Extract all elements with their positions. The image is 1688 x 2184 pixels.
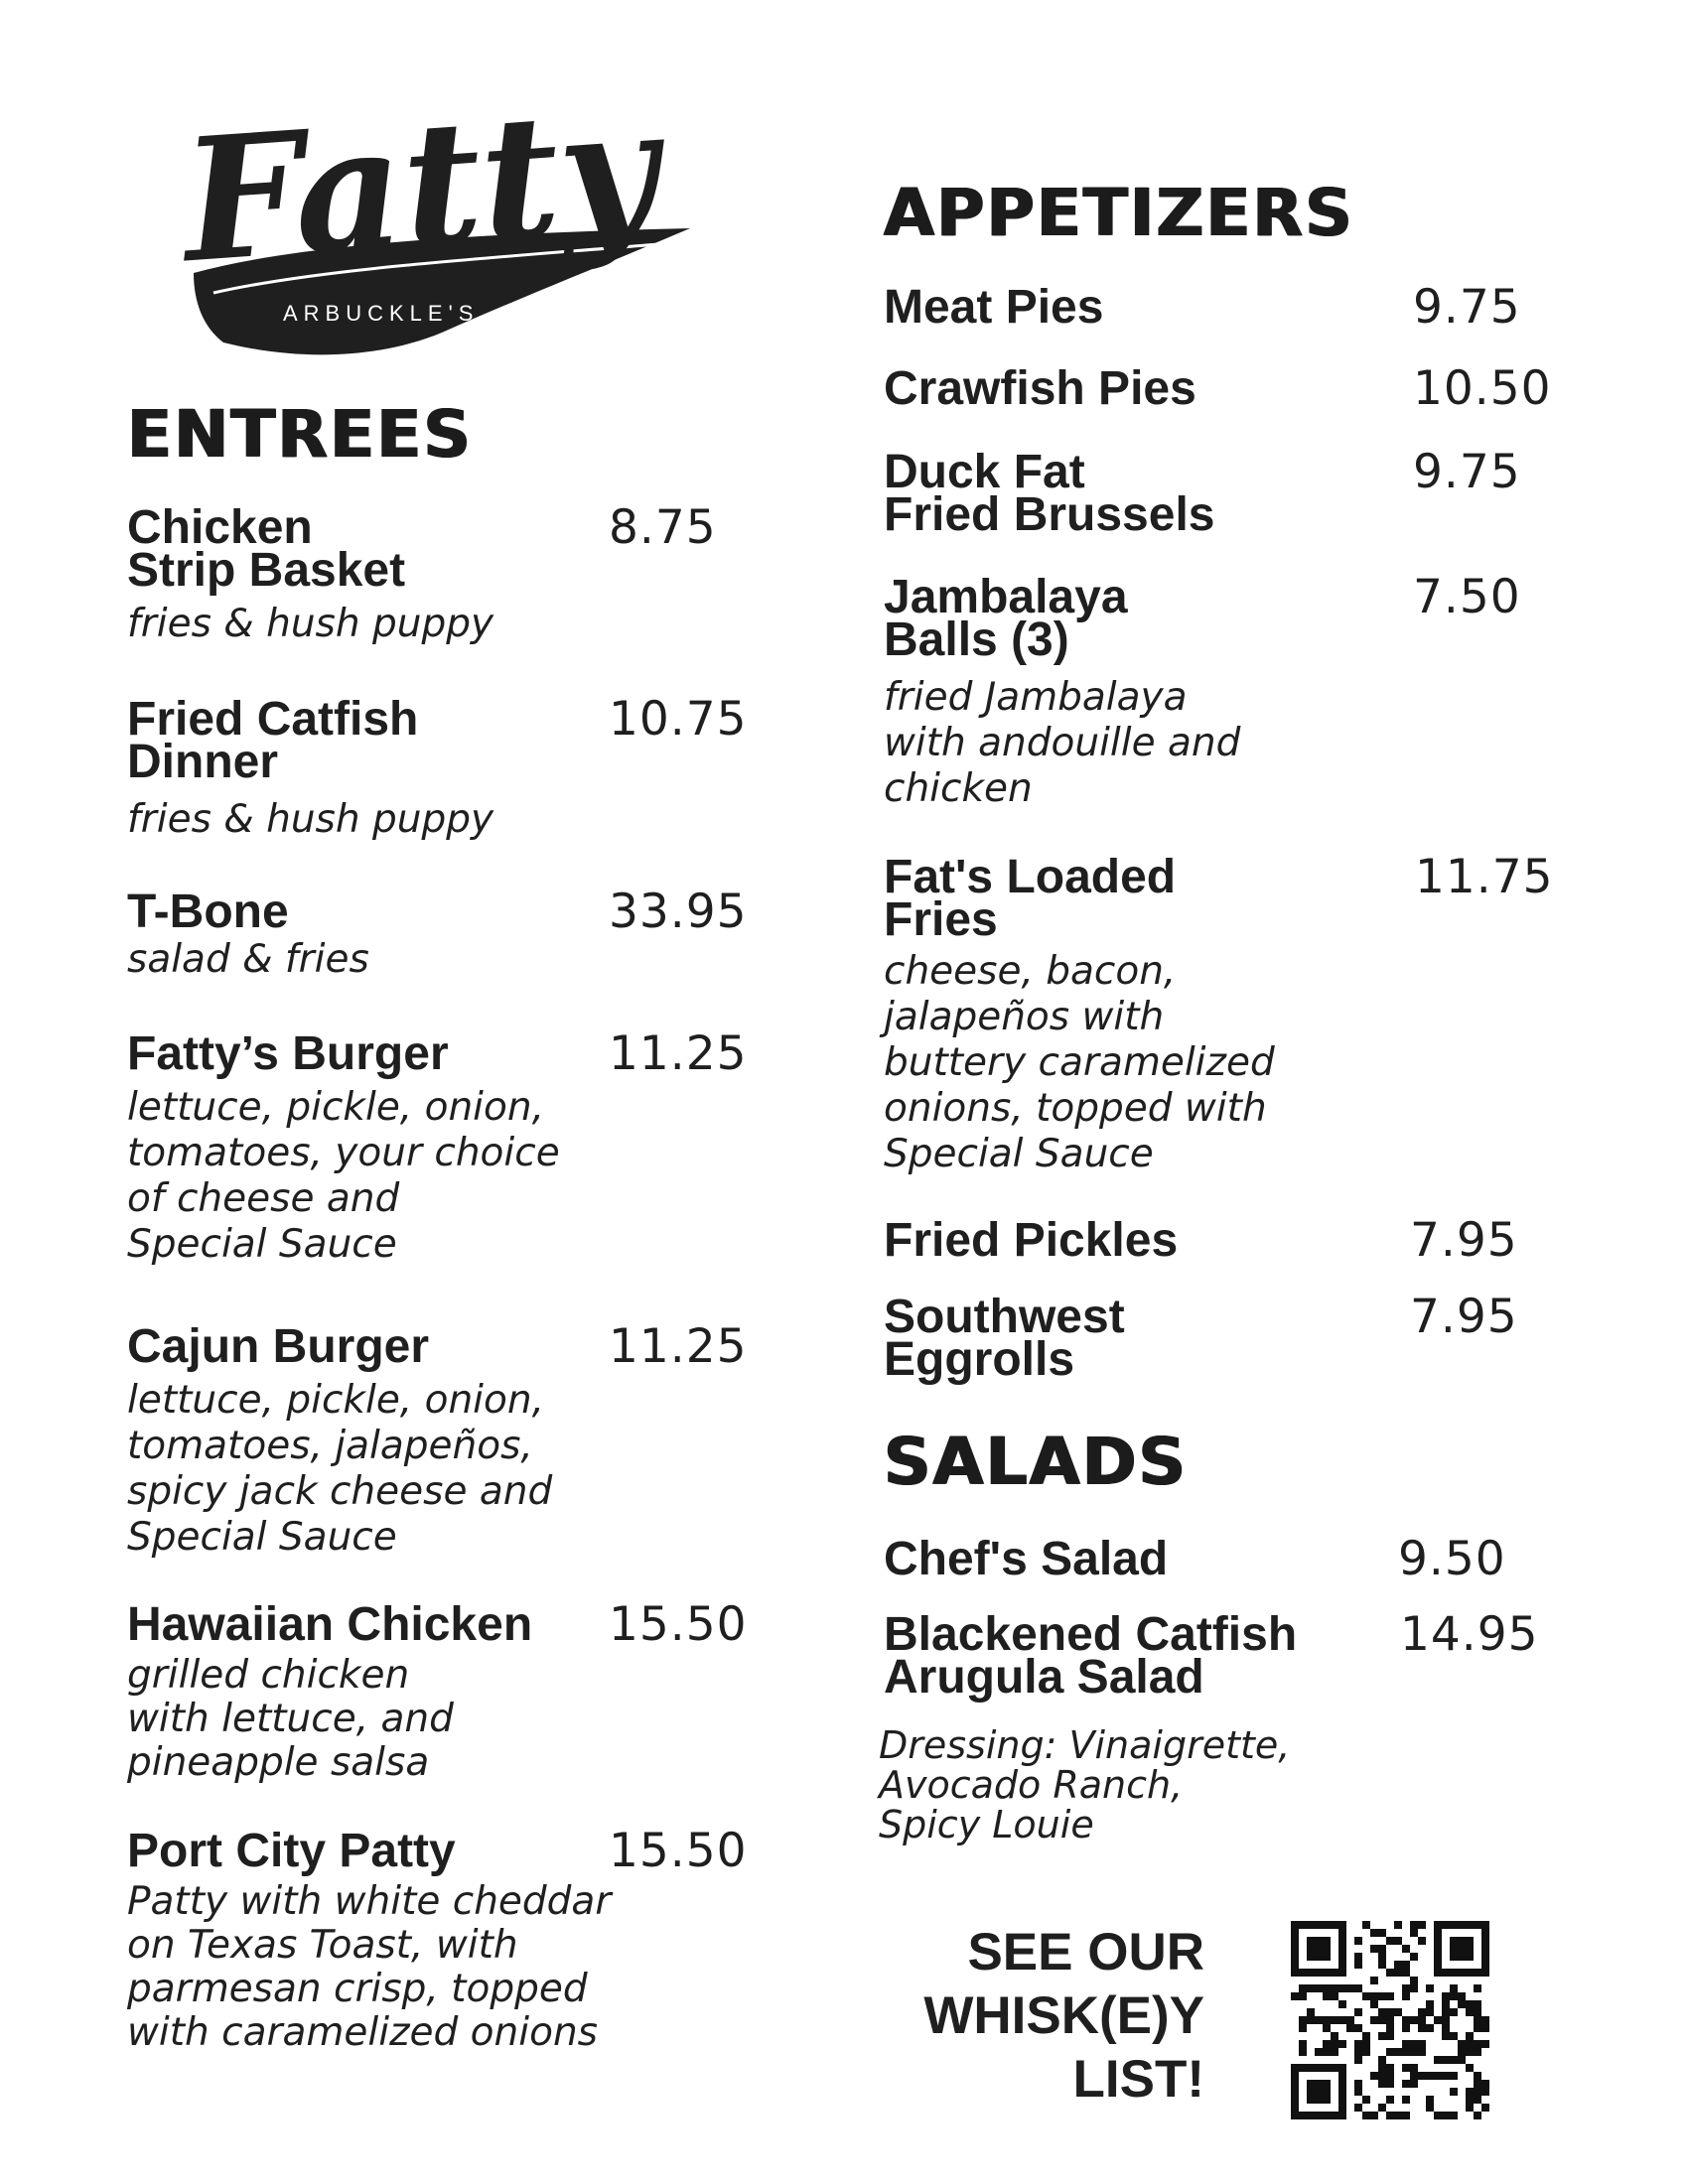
item-name: Jambalaya Balls (3) — [884, 571, 1128, 666]
item-description: fries & hush puppy — [127, 797, 494, 842]
logo-script: Fatty — [177, 69, 664, 302]
item-price: 9.50 — [1398, 1532, 1506, 1586]
item-price: 11.75 — [1415, 850, 1554, 904]
menu-item — [884, 1607, 1599, 1704]
item-price: 7.50 — [1413, 570, 1521, 624]
item-description: lettuce, pickle, onion, tomatoes, your choice of cheese and Special Sauce — [127, 1085, 560, 1267]
salad-dressing-options: Dressing: Vinaigrette, Avocado Ranch, Spicy Louie — [879, 1723, 1291, 1846]
item-name: Fried Catfish Dinner — [127, 693, 419, 788]
menu-item — [127, 885, 748, 983]
item-price: 11.25 — [609, 1026, 748, 1081]
item-name: Duck Fat Fried Brussels — [884, 446, 1215, 541]
item-name: Hawaiian Chicken — [127, 1598, 533, 1651]
item-name: Fat's Loaded Fries — [884, 851, 1177, 946]
menu-item — [884, 1290, 1599, 1386]
menu-item — [127, 1597, 748, 1785]
item-price: 7.95 — [1410, 1290, 1518, 1344]
item-name: Fried Pickles — [884, 1214, 1179, 1267]
menu-item — [127, 1026, 748, 1268]
qr-code[interactable] — [1291, 1921, 1489, 2119]
menu-item — [127, 692, 748, 843]
item-description: lettuce, pickle, onion, tomatoes, jalapeños, spicy jack cheese and Special Sauce — [127, 1378, 553, 1560]
item-name: Crawfish Pies — [884, 362, 1196, 415]
menu-item — [127, 500, 743, 647]
item-name: Southwest Eggrolls — [884, 1291, 1125, 1386]
item-name: Chef's Salad — [884, 1533, 1169, 1585]
item-price: 10.75 — [609, 692, 748, 747]
item-name: Fatty’s Burger — [127, 1027, 449, 1080]
item-price: 8.75 — [609, 500, 717, 555]
qr-code-image[interactable] — [1291, 1921, 1489, 2119]
item-price: 9.75 — [1413, 280, 1521, 335]
menu-item — [884, 361, 1599, 416]
whiskey-list-callout: SEE OUR WHISK(E)Y LIST! — [923, 1923, 1204, 2109]
logo-subtext: ARBUCKLE'S — [283, 301, 480, 326]
item-price: 33.95 — [609, 885, 748, 939]
item-price: 14.95 — [1400, 1607, 1539, 1662]
logo — [154, 45, 710, 362]
entrees-title: ENTREES — [127, 396, 473, 473]
item-price: 11.25 — [609, 1319, 748, 1374]
item-name: Chicken Strip Basket — [127, 501, 406, 597]
item-description: fried Jambalaya with andouille and chicken — [884, 675, 1241, 811]
item-name: Blackened Catfish Arugula Salad — [884, 1608, 1298, 1704]
menu-item — [884, 570, 1599, 812]
item-description: salad & fries — [127, 937, 369, 982]
item-description: Patty with white cheddar on Texas Toast, with parmesan crisp, topped with caramelized onions — [127, 1879, 612, 2055]
item-name: Meat Pies — [884, 281, 1104, 334]
appetizers-title: APPETIZERS — [884, 175, 1354, 251]
item-price: 9.75 — [1413, 445, 1521, 499]
item-description: grilled chicken with lettuce, and pineapple salsa — [127, 1653, 454, 1785]
item-price: 7.95 — [1410, 1213, 1518, 1268]
menu-item — [884, 445, 1599, 541]
item-description: fries & hush puppy — [127, 602, 494, 646]
fatty-arbuckles-logo — [154, 45, 710, 362]
item-name: Cajun Burger — [127, 1320, 430, 1373]
salads-title: SALADS — [884, 1424, 1189, 1500]
item-price: 15.50 — [609, 1597, 748, 1652]
menu-item — [884, 280, 1599, 335]
item-price: 10.50 — [1413, 361, 1552, 416]
menu-item — [884, 1213, 1599, 1268]
menu-item — [127, 1824, 748, 2055]
item-price: 15.50 — [609, 1824, 748, 1878]
menu-item — [884, 1532, 1599, 1586]
menu-item — [127, 1319, 748, 1561]
item-name: Port City Patty — [127, 1825, 456, 1877]
item-name: T-Bone — [127, 886, 289, 938]
item-description: cheese, bacon, jalapeños with buttery caramelized onions, topped with Special Sauce — [884, 949, 1275, 1176]
menu-item — [884, 850, 1599, 1177]
